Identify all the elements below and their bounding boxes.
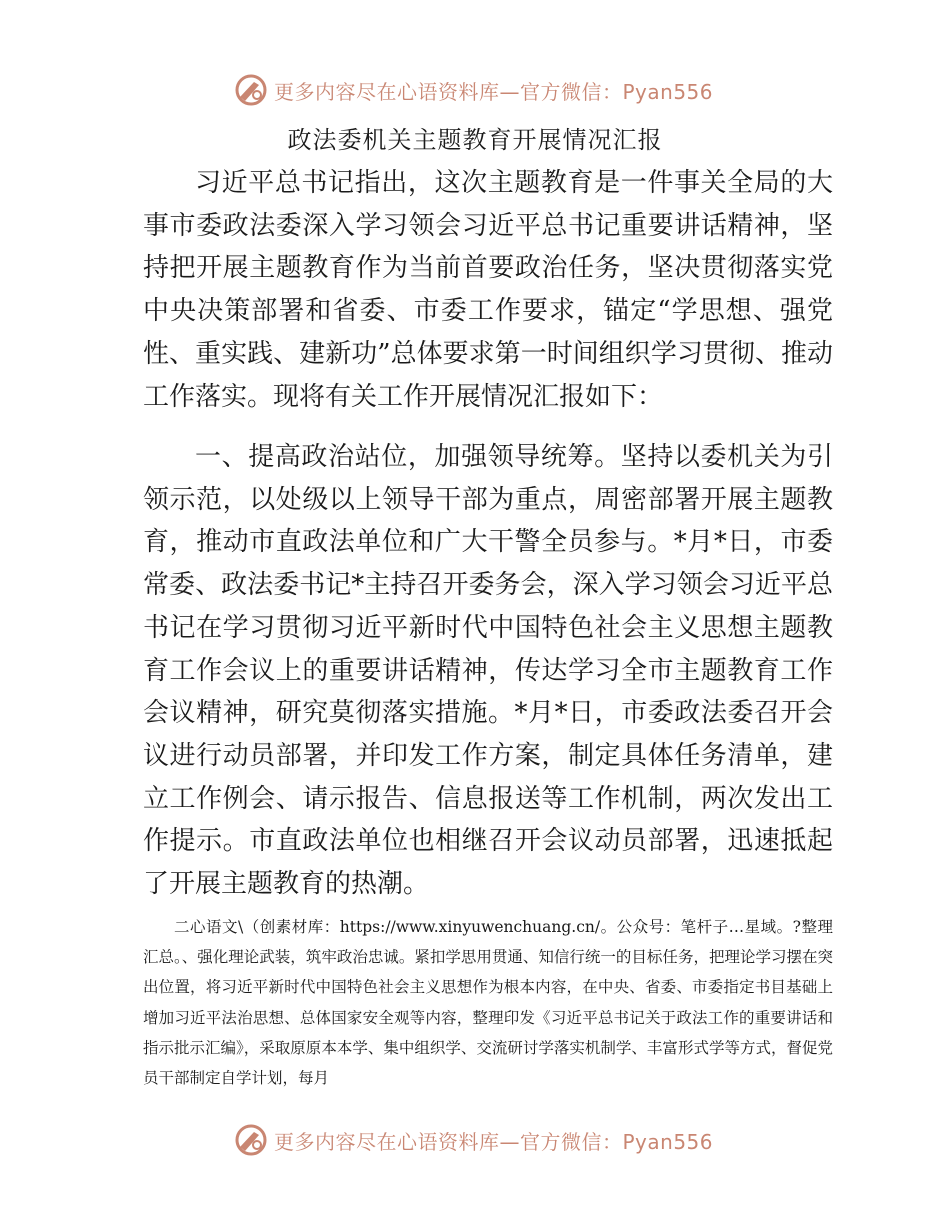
pen-logo-icon: [234, 73, 268, 107]
paragraph-section-one: 一、提高政治站位，加强领导统筹。坚持以委机关为引领示范，以处级以上领导干部为重点，周密部署开展主题教育，推动市直政法单位和广大干警全员参与。*月*日，市委常委、政法委书记*主持召开委务会，深入学习领会习近平总书记在学习贯彻习近平新时代中国特色社会主义思想主题教育工作会议上的重要讲话精神，传达学习全市主题教育工作会议精神，研究莫彻落实措施。*月*日，市委政法委召开会议进行动员部署，并印发工作方案，制定具体任务清单，建立工作例会、请示报告、信息报送等工作机制，两次发出工作提示。市直政法单位也相继召开会议动员部署，迅速抵起了开展主题教育的热潮。: [143, 442, 833, 900]
paragraph-small-print: 二心语文\（创素材库：https://www.xinyuwenchuang.cn/。公众号：笔杆子…星域。?整理汇总。、强化理论武装，筑牢政治忠诚。紧扣学思用贯通、知信行统一的目标任务，把理论学习摆在突出位置，将习近平新时代中国特色社会主义思想作为根本内容，在中央、省委、市委指定书目基础上增加习近平法治思想、总体国家安全观等内容，整理印发《习近平总书记关于政法工作的重要讲话和指示批示汇编》，采取原原本本学、集中组织学、交流研讨学落实机制学、丰富形式学等方式，督促党员干部制定自学计划，每月: [143, 918, 833, 1088]
watermark-text: 更多内容尽在心语资料库—官方微信：Pyan556: [274, 1129, 714, 1154]
watermark-text: 更多内容尽在心语资料库—官方微信：Pyan556: [274, 79, 714, 104]
document-title: 政法委机关主题教育开展情况汇报: [287, 126, 663, 154]
watermark-footer: [234, 1120, 734, 1160]
watermark-header: [234, 70, 734, 110]
paragraph-intro: 习近平总书记指出，这次主题教育是一件事关全局的大事市委政法委深入学习领会习近平总书记重要讲话精神，坚持把开展主题教育作为当前首要政治任务，坚决贯彻落实党中央决策部署和省委、市委工作要求，锚定“学思想、强党性、重实践、建新功”总体要求第一时间组织学习贯彻、推动工作落实。现将有关工作开展情况汇报如下：: [143, 168, 833, 412]
pen-logo-icon: [234, 1123, 268, 1157]
